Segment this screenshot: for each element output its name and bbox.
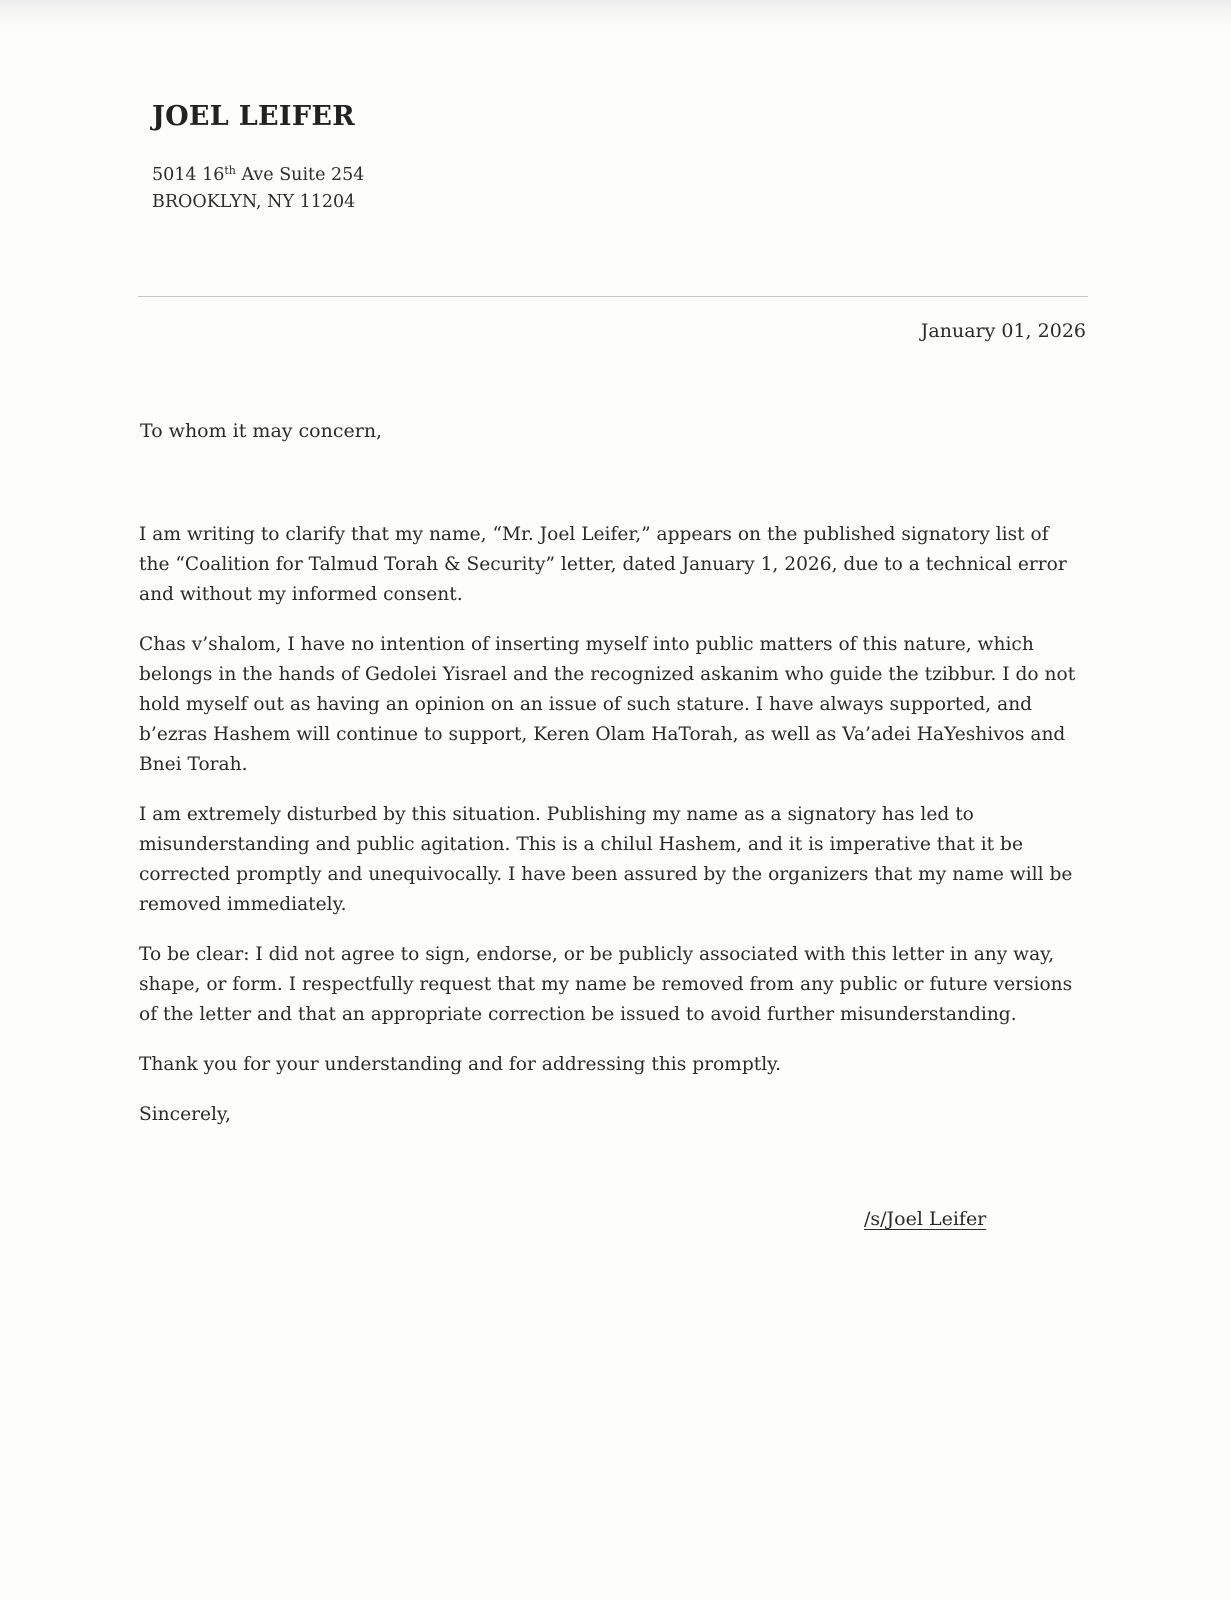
scan-edge-shadow [0,0,1231,28]
address-line-1-number: 5014 16 [152,165,225,185]
letter-body [139,520,1084,1150]
body-paragraph-4: To be clear: I did not agree to sign, endorse, or be publicly associated with this letter in any way, shape, or form. I respectfully request that my name be removed from any public or future versions of the letter and that an appropriate correction be issued to avoid further misunderstanding. [139,944,1073,1025]
body-paragraph-2: Chas v’shalom, I have no intention of inserting myself into public matters of this nature, which belongs in the hands of Gedolei Yisrael and the recognized askanim who guide the tzibbur. I do not hold myself out as having an opinion on an issue of such stature. I have always supported, and b’ezras Hashem will continue to support, Keren Olam HaTorah, as well as Va’adei HaYeshivos and Bnei Torah. [139,634,1076,775]
letterhead-address [152,162,364,216]
body-paragraph-5: Thank you for your understanding and for addressing this promptly. [139,1054,782,1075]
letterhead-divider [138,296,1088,297]
body-paragraph-1: I am writing to clarify that my name, “Mr. Joel Leifer,” appears on the published signatory list of the “Coalition for Talmud Torah & Security” letter, dated January 1, 2026, due to a technical error and without my informed consent. [139,524,1067,605]
letter-date: January 01, 2026 [920,320,1086,342]
signature: /s/Joel Leifer [864,1208,987,1230]
letterhead-name: JOEL LEIFER [152,101,355,132]
address-line-1-ordinal: th [224,164,236,177]
address-line-1 [152,162,364,189]
address-line-1-street: Ave Suite 254 [235,165,365,185]
address-line-2: BROOKLYN, NY 11204 [152,192,356,212]
salutation: To whom it may concern, [140,420,383,442]
closing: Sincerely, [139,1104,231,1125]
body-paragraph-3: I am extremely disturbed by this situation. Publishing my name as a signatory has led to misunderstanding and public agitation. This is a chilul Hashem, and it is imperative that it be corrected promptly and unequivocally. I have been assured by the organizers that my name will be removed immediately. [139,804,1073,915]
